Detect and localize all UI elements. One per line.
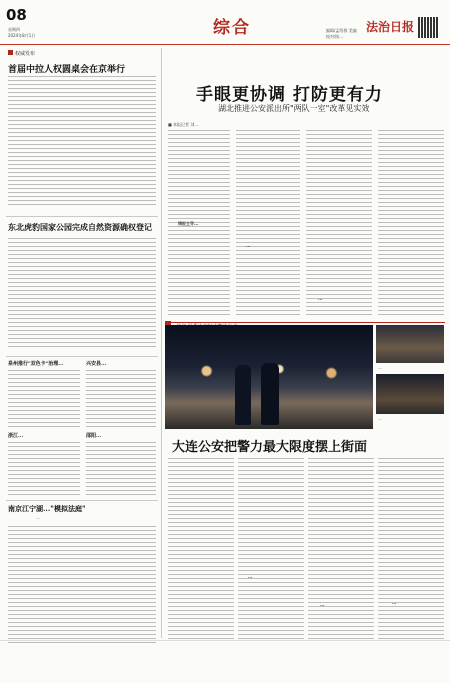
lead-subhead-3: ... xyxy=(318,296,323,301)
feature-bottom-subhead: ... xyxy=(248,574,253,579)
feature-photo-top xyxy=(376,325,444,363)
page-meta-date: 2024年8月1日 xyxy=(8,33,36,38)
feature-right-title: ... xyxy=(392,600,397,605)
page-bottom-rule xyxy=(0,640,450,641)
divider xyxy=(6,500,158,501)
feature-headline: 大连公安把警力最大限度摆上街面 xyxy=(172,440,368,455)
story3-body xyxy=(8,370,80,430)
lead-body-col4 xyxy=(378,130,444,318)
story3-title: 泉州推行"双色卡"治理... xyxy=(8,361,64,367)
lead-subhead-1: 情报主导... xyxy=(178,221,199,226)
lead-byline: ■ 本报记者 刘... xyxy=(168,122,199,127)
header-rule xyxy=(0,44,450,45)
lead-body-col3 xyxy=(306,130,372,318)
story6-title: 邵阳... xyxy=(86,433,102,439)
story4-title: 兴安县... xyxy=(86,361,107,367)
story5-body xyxy=(8,442,80,498)
story4-body xyxy=(86,370,156,430)
officer-figure-left xyxy=(235,365,251,425)
lead-subheadline: 湖北推进公安派出所"两队一室"改革见实效 xyxy=(218,104,370,113)
feature-caption-2: ... xyxy=(378,416,382,421)
feature-tag xyxy=(165,313,445,323)
editor-line-2: 校对/陈... xyxy=(326,34,344,39)
feature-body-col1 xyxy=(168,458,234,642)
qr-code-icon xyxy=(418,17,439,38)
story5-title: 浙江... xyxy=(8,433,24,439)
story6-body xyxy=(86,442,156,498)
story7-title: 南京江宁湖..."模拟法庭" xyxy=(8,504,86,513)
story1-title: 首届中拉人权圆桌会在京举行 xyxy=(8,65,126,75)
column-separator xyxy=(161,48,162,638)
story7-subtitle: ... xyxy=(36,515,40,520)
tag-bullet-icon xyxy=(8,50,13,55)
divider xyxy=(6,356,158,357)
story2-title: 东北虎豹国家公园完成自然资源确权登记 xyxy=(8,222,152,232)
officer-figure-right xyxy=(261,363,279,425)
story7-body xyxy=(8,526,156,646)
feature-bottom-title: ... xyxy=(320,602,325,607)
feature-body-col2 xyxy=(238,458,304,642)
feature-photo-main xyxy=(165,325,373,429)
masthead xyxy=(0,0,450,45)
feature-body-col3 xyxy=(308,458,374,642)
lead-headline: 手眼更协调 打防更有力 xyxy=(196,85,383,105)
page-meta-weekday: 星期四 xyxy=(8,27,20,32)
feature-photo-bottom xyxy=(376,374,444,414)
left-column xyxy=(6,48,158,638)
feature-caption-1: ... xyxy=(378,365,382,370)
feature-body-col4 xyxy=(378,458,444,642)
story1-body xyxy=(8,76,156,208)
section-title: 综合 xyxy=(213,18,251,38)
lead-body-col2 xyxy=(236,130,300,318)
page-number: 08 xyxy=(6,6,27,24)
lead-subhead-2: ... xyxy=(246,243,251,248)
paper-name: 法治日报 xyxy=(366,20,415,34)
divider xyxy=(6,216,158,217)
story2-body xyxy=(8,238,156,350)
editor-line-1: 编辑/孟绍群 美编 xyxy=(326,28,357,33)
column-tag: 权威发布 xyxy=(8,50,35,57)
